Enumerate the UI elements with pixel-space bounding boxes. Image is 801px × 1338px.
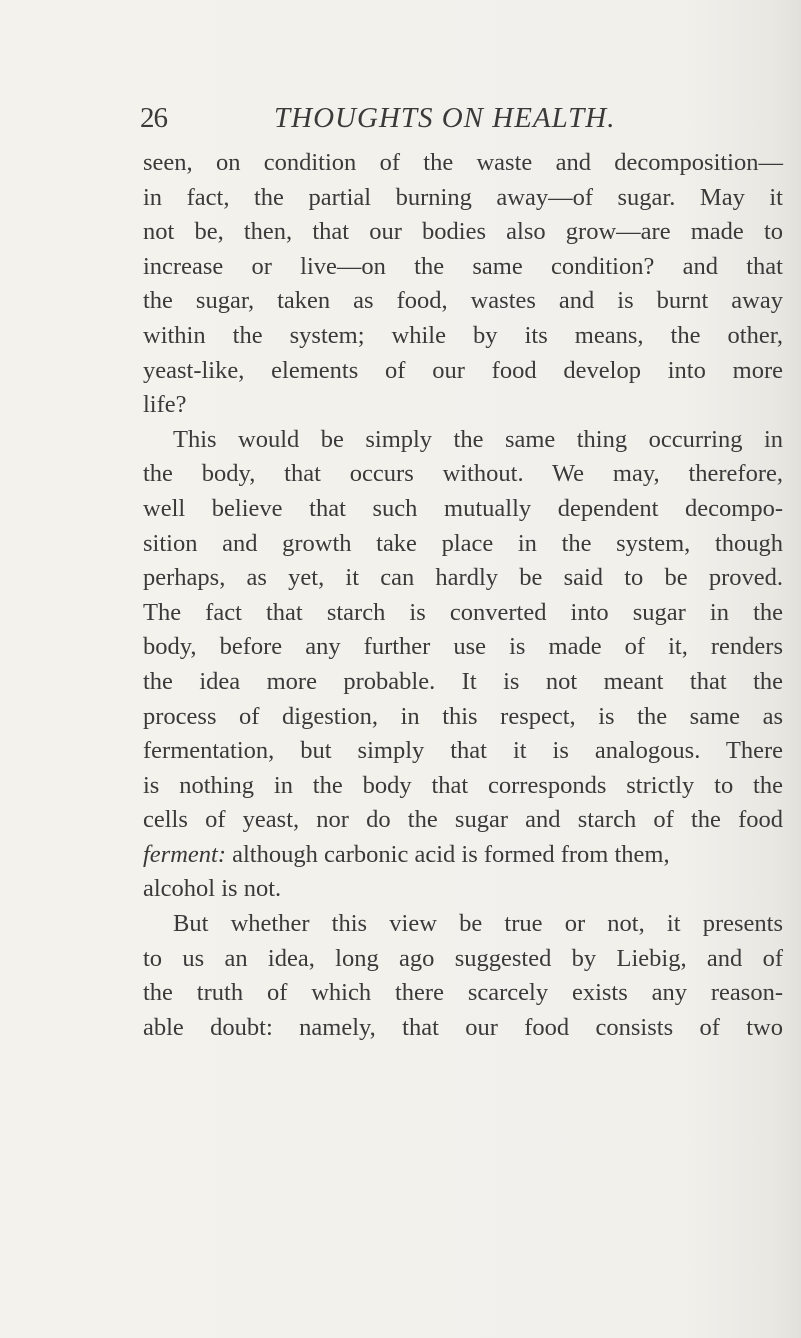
paragraph-first-line: This would be simply the same thing occurring in <box>173 425 783 453</box>
text-line: perhaps, as yet, it can hardly be said to be proved. <box>143 564 783 592</box>
text-line: well believe that such mutually dependent decompo- <box>143 494 783 522</box>
paragraph-first-line: But whether this view be true or not, it presents <box>173 910 783 938</box>
text-line: is nothing in the body that corresponds strictly to the <box>143 771 783 799</box>
text-line <box>143 838 783 873</box>
text-line: seen, on condition of the waste and decomposition— <box>143 149 783 176</box>
page-number: 26 <box>140 102 167 134</box>
text-line: body, before any further use is made of it, renders <box>143 633 783 661</box>
text-line: increase or live—on the same condition? and that <box>143 252 783 280</box>
text-line: not be, then, that our bodies also grow—are made to <box>143 218 783 246</box>
italic-word-ferment: ferment: <box>143 840 226 868</box>
text-line: the sugar, taken as food, wastes and is burnt away <box>143 287 783 315</box>
text-line: within the system; while by its means, the other, <box>143 321 783 349</box>
running-title: THOUGHTS ON HEALTH. <box>274 102 616 134</box>
text-line: life? <box>143 391 187 419</box>
text-line: The fact that starch is converted into sugar in the <box>143 598 783 626</box>
page-header <box>140 102 780 142</box>
text-line: to us an idea, long ago suggested by Liebig, and of <box>143 944 783 972</box>
text-line: able doubt: namely, that our food consists of two <box>143 1013 783 1041</box>
text-line-continuation: although carbonic acid is formed from them, <box>226 840 670 868</box>
text-line: alcohol is not. <box>143 875 282 903</box>
text-line: sition and growth take place in the system, though <box>143 529 783 557</box>
text-line: the idea more probable. It is not meant that the <box>143 667 783 695</box>
text-line: cells of yeast, nor do the sugar and starch of the food <box>143 806 783 834</box>
text-line: fermentation, but simply that it is analogous. There <box>143 737 783 765</box>
text-line: in fact, the partial burning away—of sugar. May it <box>143 183 783 211</box>
text-line: the truth of which there scarcely exists any reason- <box>143 979 783 1007</box>
text-line: yeast-like, elements of our food develop into more <box>143 356 783 384</box>
text-line: process of digestion, in this respect, is the same as <box>143 702 783 730</box>
text-line: the body, that occurs without. We may, therefore, <box>143 460 783 488</box>
body-text <box>143 146 783 1045</box>
